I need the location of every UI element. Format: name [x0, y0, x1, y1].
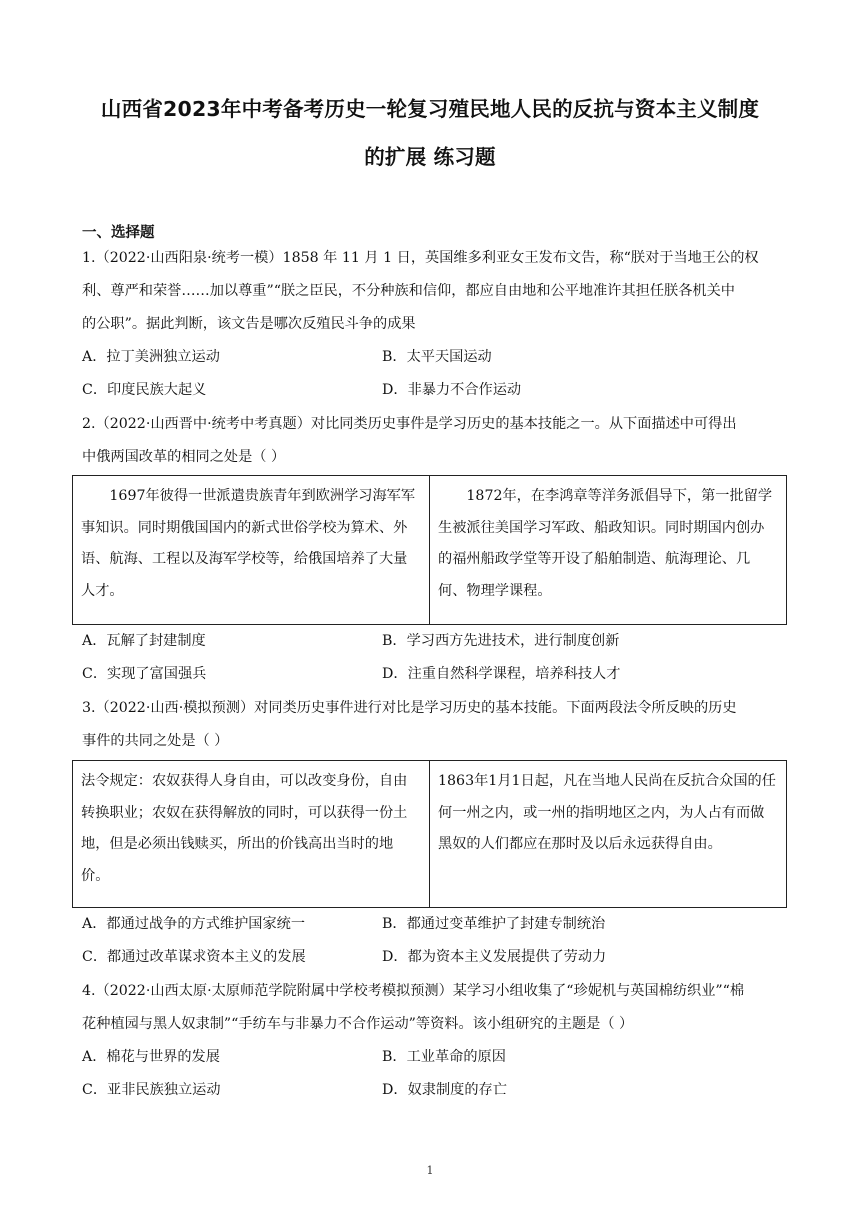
option-c[interactable]: C．实现了富国强兵 [82, 666, 207, 682]
question-stem-line: 的公职”。据此判断，该文告是哪次反殖民斗争的成果 [82, 316, 416, 332]
option-d[interactable]: D．都为资本主义发展提供了劳动力 [382, 949, 607, 965]
option-d[interactable]: D．非暴力不合作运动 [382, 382, 522, 398]
question-stem-line: 利、尊严和荣誉……加以尊重”“朕之臣民，不分种族和信仰，都应自由地和公平地准许其担任朕各机关中 [82, 283, 735, 299]
table-cell-china: 1872年，在李鸿章等洋务派倡导下，第一批留学生被派往美国学习军政、船政知识。同时期国内创办的福州船政学堂等开设了船舶制造、航海理论、几何、物理学课程。 [430, 476, 787, 625]
option-a[interactable]: A．拉丁美洲独立运动 [82, 349, 220, 365]
option-b[interactable]: B．学习西方先进技术，进行制度创新 [382, 633, 620, 649]
question-stem-line: 1.（2022·山西阳泉·统考一模）1858 年 11 月 1 日，英国维多利亚女王发布文告，称“朕对于当地王公的权 [82, 250, 759, 266]
option-b[interactable]: B．太平天国运动 [382, 349, 492, 365]
page-number: 1 [426, 1164, 434, 1177]
option-a[interactable]: A．瓦解了封建制度 [82, 633, 206, 649]
option-d[interactable]: D．注重自然科学课程，培养科技人才 [382, 666, 621, 682]
option-c[interactable]: C．亚非民族独立运动 [82, 1082, 221, 1098]
option-c[interactable]: C．都通过改革谋求资本主义的发展 [82, 949, 306, 965]
table-cell-us-proclamation: 1863年1月1日起，凡在当地人民尚在反抗合众国的任何一州之内，或一州的指明地区之内，为人占有而做黑奴的人们都应在那时及以后永远获得自由。 [430, 761, 787, 908]
option-c[interactable]: C．印度民族大起义 [82, 382, 207, 398]
option-b[interactable]: B．都通过变革维护了封建专制统治 [382, 916, 606, 932]
question-stem-line: 花种植园与黑人奴隶制”“手纺车与非暴力不合作运动”等资料。该小组研究的主题是（ ） [82, 1016, 634, 1032]
title-line-1: 山西省2023年中考备考历史一轮复习殖民地人民的反抗与资本主义制度 [100, 97, 760, 121]
option-a[interactable]: A．棉花与世界的发展 [82, 1049, 220, 1065]
option-b[interactable]: B．工业革命的原因 [382, 1049, 506, 1065]
table-cell-russia: 1697年彼得一世派遣贵族青年到欧洲学习海军军事知识。同时期俄国国内的新式世俗学校为算术、外语、航海、工程以及海军学校等，给俄国培养了大量人才。 [73, 476, 430, 625]
option-a[interactable]: A．都通过战争的方式维护国家统一 [82, 916, 306, 932]
title-line-2: 的扩展 练习题 [364, 145, 496, 169]
option-d[interactable]: D．奴隶制度的存亡 [382, 1082, 507, 1098]
question-stem-line: 2.（2022·山西晋中·统考中考真题）对比同类历史事件是学习历史的基本技能之一。从下面描述中可得出 [82, 416, 737, 432]
table-cell-russian-decree: 法令规定：农奴获得人身自由，可以改变身份，自由转换职业；农奴在获得解放的同时，可以获得一份土地，但是必须出钱赎买，所出的价钱高出当时的地价。 [73, 761, 430, 908]
comparison-table [72, 475, 787, 625]
comparison-table [72, 760, 787, 908]
question-stem-line: 4.（2022·山西太原·太原师范学院附属中学校考模拟预测）某学习小组收集了“珍妮机与英国棉纺织业”“棉 [82, 983, 745, 999]
question-stem-line: 事件的共同之处是（ ） [82, 733, 229, 749]
section-heading: 一、选择题 [82, 225, 155, 241]
question-stem-line: 3.（2022·山西·模拟预测）对同类历史事件进行对比是学习历史的基本技能。下面两段法令所反映的历史 [82, 700, 737, 716]
question-stem-line: 中俄两国改革的相同之处是（ ） [82, 449, 286, 465]
